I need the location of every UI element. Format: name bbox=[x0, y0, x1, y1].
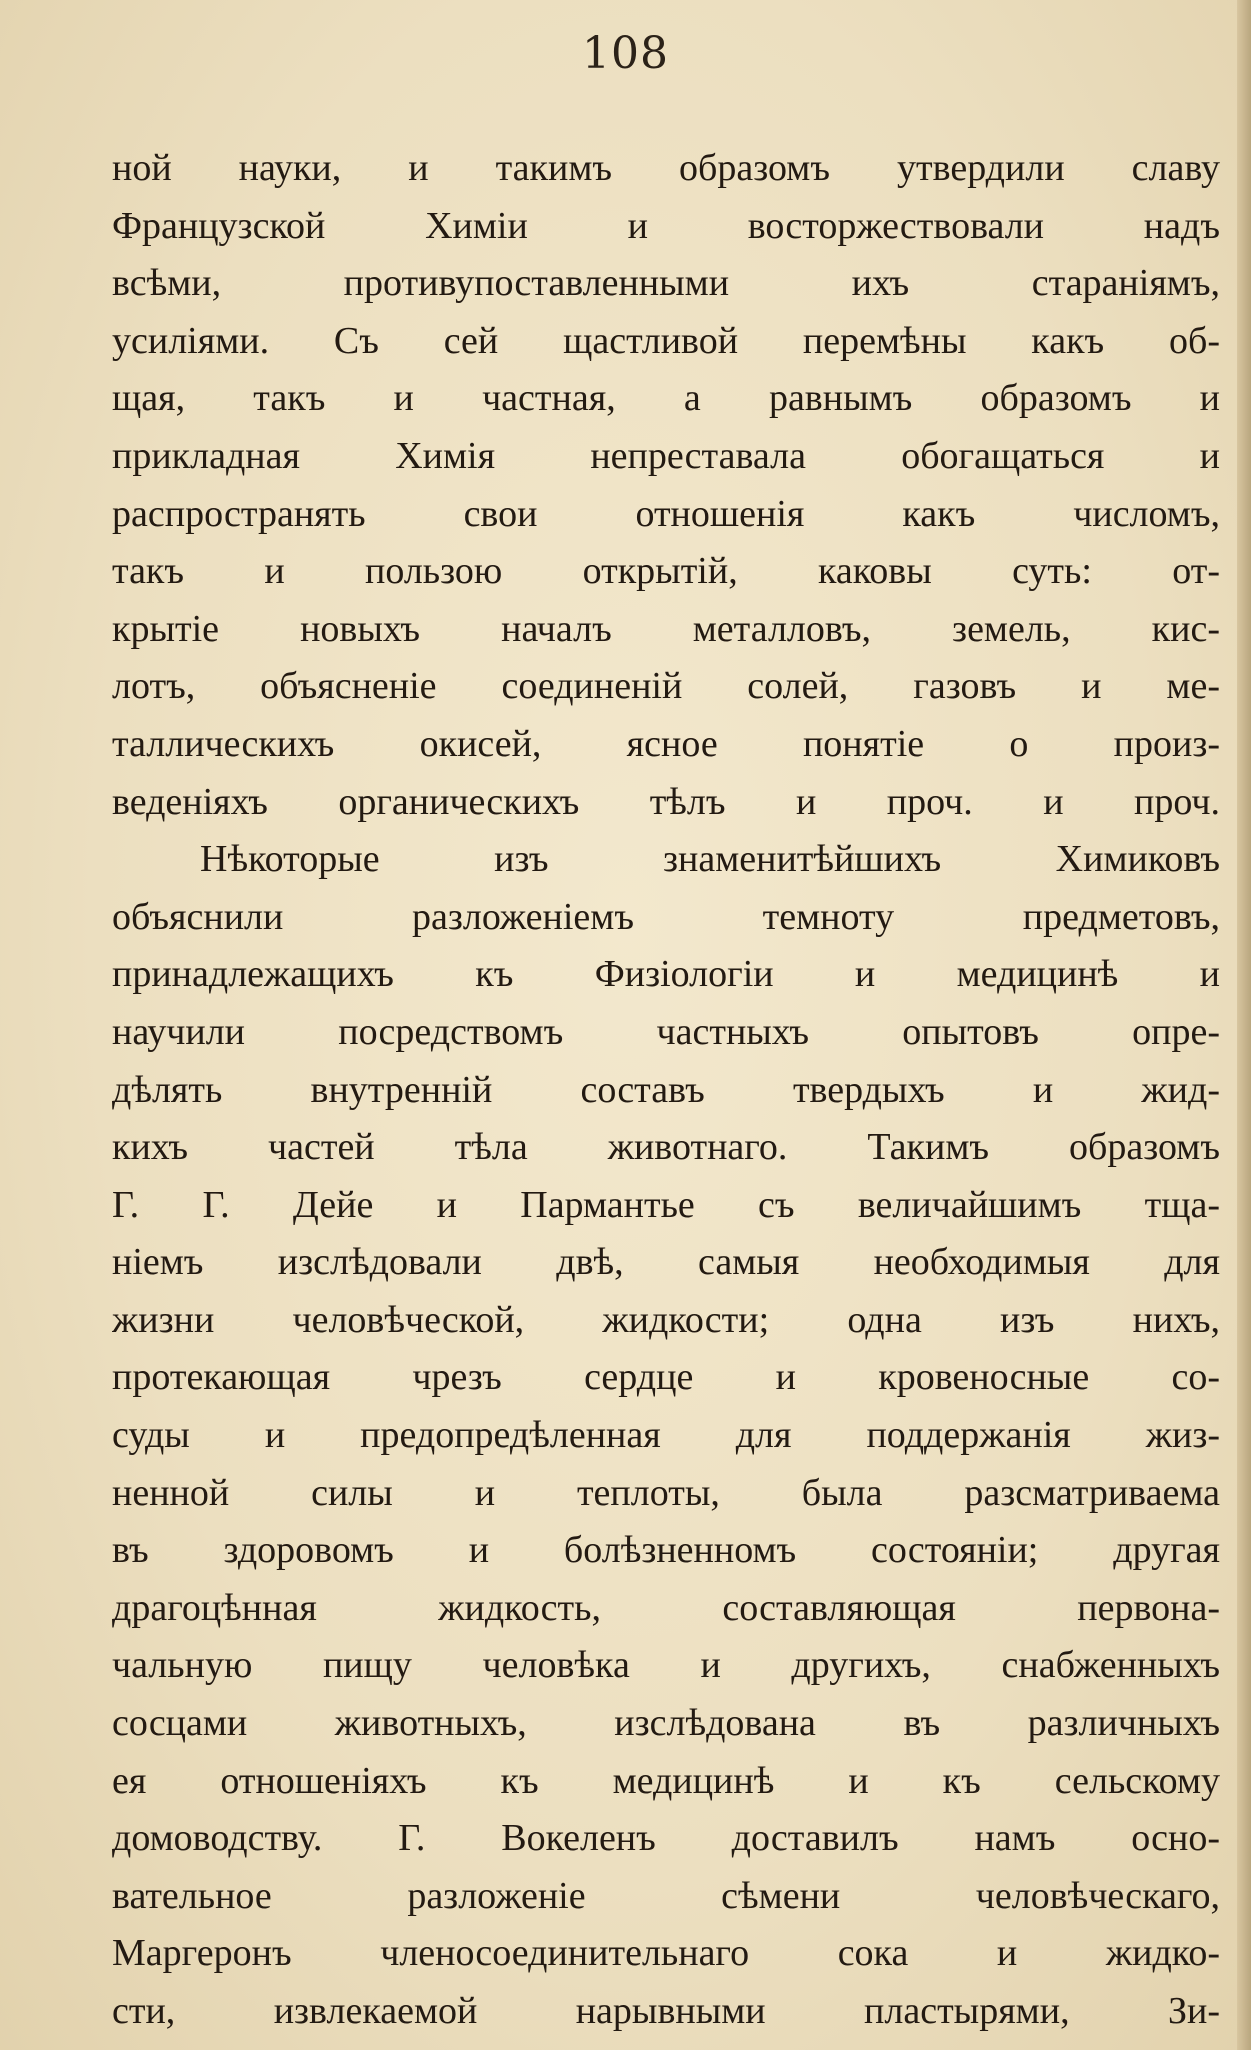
text-line: въ здоровомъ и болѣзненномъ состояніи; другая bbox=[112, 1529, 1220, 1572]
text-line: дѣлять внутренній составъ твердыхъ и жид- bbox=[112, 1068, 1220, 1111]
text-line: щая, такъ и частная, а равнымъ образомъ и bbox=[112, 377, 1220, 420]
text-line: распространять свои отношенія какъ числомъ, bbox=[112, 492, 1220, 535]
text-line: кихъ частей тѣла животнаго. Такимъ образомъ bbox=[112, 1126, 1220, 1169]
text-line: ея отношеніяхъ къ медицинѣ и къ сельскому bbox=[112, 1759, 1220, 1802]
text-line: таллическихъ окисей, ясное понятіе о произ- bbox=[112, 722, 1220, 765]
text-line: Маргеронъ членосоединительнаго сока и жидко- bbox=[112, 1932, 1220, 1975]
text-line: жизни человѣческой, жидкости; одна изъ нихъ, bbox=[112, 1298, 1220, 1341]
text-line: ніемъ изслѣдовали двѣ, самыя необходимыя для bbox=[112, 1241, 1220, 1284]
text-line: такъ и пользою открытій, каковы суть: от- bbox=[112, 550, 1220, 593]
text-line: лотъ, объясненіе соединеній солей, газовъ и ме- bbox=[112, 665, 1220, 708]
text-line: научили посредствомъ частныхъ опытовъ опре- bbox=[112, 1010, 1220, 1053]
text-line: драгоцѣнная жидкость, составляющая первона- bbox=[112, 1586, 1220, 1629]
text-line: сосцами животныхъ, изслѣдована въ различныхъ bbox=[112, 1702, 1220, 1745]
page-number: 108 bbox=[582, 28, 669, 79]
text-line: суды и предопредѣленная для поддержанія жиз- bbox=[112, 1414, 1220, 1457]
text-line: вательное разложеніе сѣмени человѣческаго, bbox=[112, 1874, 1220, 1917]
text-line: домоводству. Г. Вокеленъ доставилъ намъ осно- bbox=[112, 1817, 1220, 1860]
text-line: Французской Химіи и восторжествовали надъ bbox=[112, 204, 1220, 247]
text-line: ненной силы и теплоты, была разсматриваема bbox=[112, 1471, 1220, 1514]
text-line: веденіяхъ органическихъ тѣлъ и проч. и проч. bbox=[112, 780, 1220, 823]
text-line: сти, извлекаемой нарывными пластырями, Зи- bbox=[112, 1990, 1220, 2032]
body-text bbox=[112, 140, 1220, 2041]
text-line: Г. Г. Дейе и Пармантье съ величайшимъ тща- bbox=[112, 1183, 1220, 1226]
text-line: объяснили разложеніемъ темноту предметовъ, bbox=[112, 895, 1220, 938]
page-edge bbox=[1237, 0, 1251, 2050]
text-line: принадлежащихъ къ Физіологіи и медицинѣ и bbox=[112, 953, 1220, 996]
text-line: Нѣкоторые изъ знаменитѣйшихъ Химиковъ bbox=[200, 838, 1220, 881]
text-line: усиліями. Съ сей щастливой перемѣны какъ об- bbox=[112, 319, 1220, 362]
text-line: всѣми, противупоставленными ихъ стараніямъ, bbox=[112, 262, 1220, 305]
text-line: ной науки, и такимъ образомъ утвердили славу bbox=[112, 147, 1220, 189]
text-line: чальную пищу человѣка и другихъ, снабженныхъ bbox=[112, 1644, 1220, 1687]
text-line: крытіе новыхъ началъ металловъ, земель, кис- bbox=[112, 607, 1220, 650]
text-line: протекающая чрезъ сердце и кровеносные со- bbox=[112, 1356, 1220, 1399]
text-line: прикладная Химія непреставала обогащаться и bbox=[112, 434, 1220, 477]
